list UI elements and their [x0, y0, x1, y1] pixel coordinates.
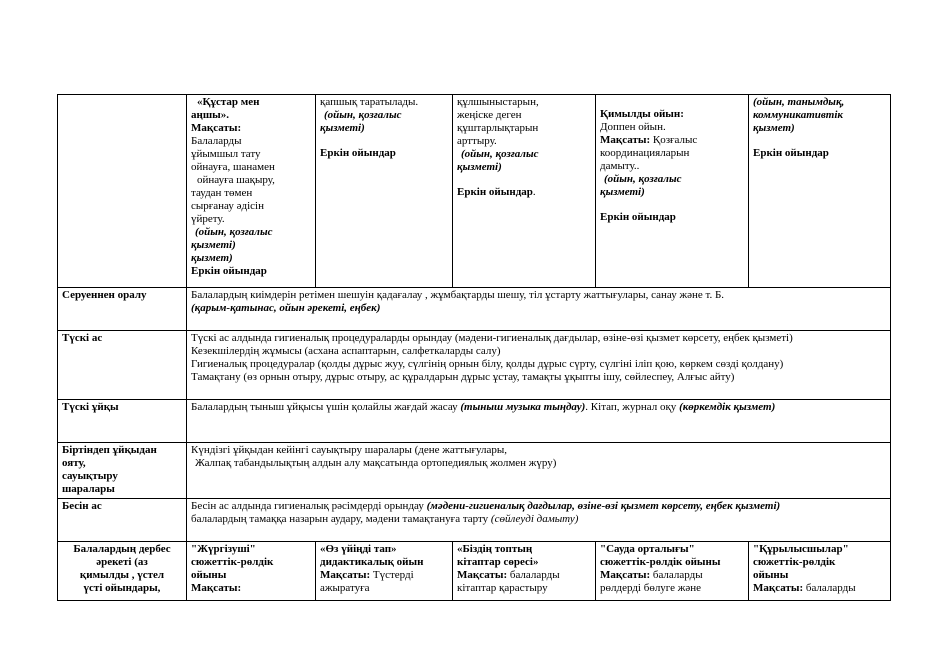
goal-label: Мақсаты: [600, 569, 651, 581]
row-label: Бесін ас [58, 499, 187, 542]
day1-activity-cell [187, 542, 316, 601]
row-label: сауықтыру [62, 470, 118, 482]
goal-line: ойнауға, шанамен [191, 161, 275, 173]
game-title: Қимылды ойын: [600, 108, 684, 120]
day2-activity-cell [316, 542, 453, 601]
text-line: құлшыныстарын, [457, 96, 539, 108]
row-label-cell [58, 542, 187, 601]
game-title: «Құстар мен [197, 96, 260, 108]
activity-type: қызметі) [457, 161, 502, 173]
goal-label: Мақсаты: [457, 569, 508, 581]
free-games-label: Еркін ойындар [191, 265, 267, 277]
return-from-walk-row [58, 288, 891, 331]
game-title: "Жүргізуші" [191, 543, 256, 555]
goal-label: Мақсаты: [320, 569, 371, 581]
activity-type: (ойын, қозғалыс [195, 226, 273, 238]
goal-label: Мақсаты: [191, 122, 242, 134]
activity-type: қызметі) [600, 186, 645, 198]
activity-type: (ойын, қозғалыс [461, 148, 539, 160]
day3-cell [453, 95, 596, 288]
text-line: Гигиеналық процедуралар (қолды дұрыс жуу, сүлгінің орнын білу, қолды дұрыс сүрту, сүлгіні іліп қою, көркем сөзді қолдану) [191, 358, 784, 370]
day5-cell [749, 95, 891, 288]
row-label-cell [58, 443, 187, 499]
goal-text: кітаптар қарастыру [457, 582, 548, 594]
goal-line: ұйымшыл тату [191, 148, 261, 160]
day2-cell [316, 95, 453, 288]
free-games-label: Еркін ойындар [320, 147, 396, 159]
activity-type: (қарым-қатынас, ойын әрекеті, еңбек) [191, 302, 381, 314]
text-line: қапшық таратылады. [320, 96, 419, 108]
row-label: Түскі ас [58, 331, 187, 400]
row-label: Түскі ұйқы [58, 400, 187, 443]
activity-type: (тыныш музыка тыңдау) [460, 401, 586, 413]
goal-label: Мақсаты: [191, 582, 242, 594]
goal-text: балаларды [507, 569, 560, 581]
day3-activity-cell [453, 542, 596, 601]
game-type: дидактикалық ойын [320, 556, 424, 568]
goal-line: таудан төмен [191, 187, 253, 199]
text-line: арттыру. [457, 135, 497, 147]
game-title: «Өз үйіңді тап» [320, 543, 397, 555]
activity-type: қызметі) [191, 239, 236, 251]
game-type: ойыны [753, 569, 789, 581]
text-line: құштарлықтарын [457, 122, 539, 134]
text-line: Кезекшілердің жұмысы (асхана аспаптарын, салфеткаларды салу) [191, 345, 501, 357]
activity-type: қызметі) [320, 122, 365, 134]
text-line: Тамақтану (өз орнын отыру, дұрыс отыру, ас құралдарын дұрыс ұстау, тамақты ұқыпты ішу, сөйлеспеу, Алғыс айту) [191, 371, 735, 383]
row-label: Біртіндеп ұйқыдан [62, 444, 157, 456]
goal-line: дамыту.. [600, 160, 640, 172]
text-span: балалардың тамаққа назарын аудару, мәдени тамақтануға тарту [191, 513, 491, 525]
activity-type: (көркемдік қызмет) [679, 401, 776, 413]
game-type: сюжеттік-рөлдік ойыны [600, 556, 721, 568]
daily-plan-table [57, 94, 891, 601]
lunch-row [58, 331, 891, 400]
activity-type: (ойын, қозғалыс [604, 173, 682, 185]
free-games-label: Еркін ойындар [457, 186, 533, 198]
nap-row [58, 400, 891, 443]
activity-type: (ойын, танымдық, [753, 96, 845, 108]
day1-cell [187, 95, 316, 288]
text-line: Жалпақ табандылықтың алдын алу мақсатында ортопедиялық жолмен жүру) [195, 457, 557, 469]
game-type: сюжеттік-рөлдік [753, 556, 836, 568]
lunch-content [187, 331, 891, 400]
text-line: Түскі ас алдында гигиеналық процедураларды орындау (мәдени-гигиеналық дағдылар, өзіне-өзі қызмет көрсету, еңбек қызметі) [191, 332, 793, 344]
game-title: «Біздің топтың [457, 543, 533, 555]
text-line: Балалардың киімдерін ретімен шешуін қадағалау , жұмбақтарды шешу, тіл ұстарту жаттығулары, санау және т. Б. [191, 289, 725, 301]
game-title: "Құрылысшылар" [753, 543, 849, 555]
goal-text: рөлдерді бөлуге және [600, 582, 702, 594]
goal-line: үйрету. [191, 213, 225, 225]
nap-content [187, 400, 891, 443]
snack-content [187, 499, 891, 542]
goal-text: балаларды [650, 569, 703, 581]
free-games-label: Еркін ойындар [600, 211, 676, 223]
game-type: ойыны [191, 569, 227, 581]
text-line: жеңіске деген [457, 109, 522, 121]
goal-label: Мақсаты: [753, 582, 804, 594]
goal-text: ажыратуға [320, 582, 370, 594]
row-label: Серуеннен оралу [58, 288, 187, 331]
goal-text: балаларды [803, 582, 856, 594]
goal-line: ойнауға шақыру, [197, 174, 275, 186]
goal-label: Мақсаты: [600, 134, 651, 146]
game-name: Доппен ойын. [600, 121, 666, 133]
row-label: үсті ойындары, [83, 582, 161, 594]
day4-activity-cell [596, 542, 749, 601]
row-label: әрекеті (аз [96, 556, 148, 568]
row-label: қимылды , үстел [79, 569, 165, 581]
activity-type: (мәдени-гигиеналық дағдылар, өзіне-өзі қызмет көрсету, еңбек қызметі) [426, 500, 781, 512]
wake-up-content [187, 443, 891, 499]
independent-activity-row [58, 542, 891, 601]
row-label: ояту, [62, 457, 86, 469]
text-span: . Кітап, журнал оқу [585, 401, 680, 413]
activity-type: (сөйлеуді дамыту) [490, 513, 579, 525]
snack-row [58, 499, 891, 542]
game-title: "Сауда орталығы" [600, 543, 695, 555]
game-title-cont: аңшы». [191, 109, 229, 121]
walk-continuation-row [58, 95, 891, 288]
free-games-period: . [532, 186, 536, 198]
row-label: шаралары [62, 483, 115, 495]
activity-type: (ойын, қозғалыс [324, 109, 402, 121]
goal-text: Түстерді [370, 569, 414, 581]
activity-type: қызмет) [753, 122, 795, 134]
row-label-cell-empty [58, 95, 187, 288]
return-from-walk-content [187, 288, 891, 331]
goal-line: Балаларды [191, 135, 242, 147]
text-line: Күндізгі ұйқыдан кейінгі сауықтыру шаралары (дене жаттығулары, [191, 444, 508, 456]
row-label: Балалардың дербес [73, 543, 171, 555]
goal-line: координацияларын [600, 147, 690, 159]
text-span: Бесін ас алдында гигиеналық рәсімдерді орындау [191, 500, 427, 512]
text-span: Балалардың тыныш ұйқысы үшін қолайлы жағдай жасау [191, 401, 461, 413]
goal-text: Қозғалыс [650, 134, 698, 146]
activity-type: қызмет) [191, 252, 233, 264]
wake-up-row [58, 443, 891, 499]
game-type: сюжеттік-рөлдік [191, 556, 274, 568]
day5-activity-cell [749, 542, 891, 601]
game-title: кітаптар сөресі» [457, 556, 539, 568]
goal-line: сырғанау әдісін [191, 200, 264, 212]
free-games-label: Еркін ойындар [753, 147, 829, 159]
day4-cell [596, 95, 749, 288]
activity-type: коммуникативтік [753, 109, 843, 121]
